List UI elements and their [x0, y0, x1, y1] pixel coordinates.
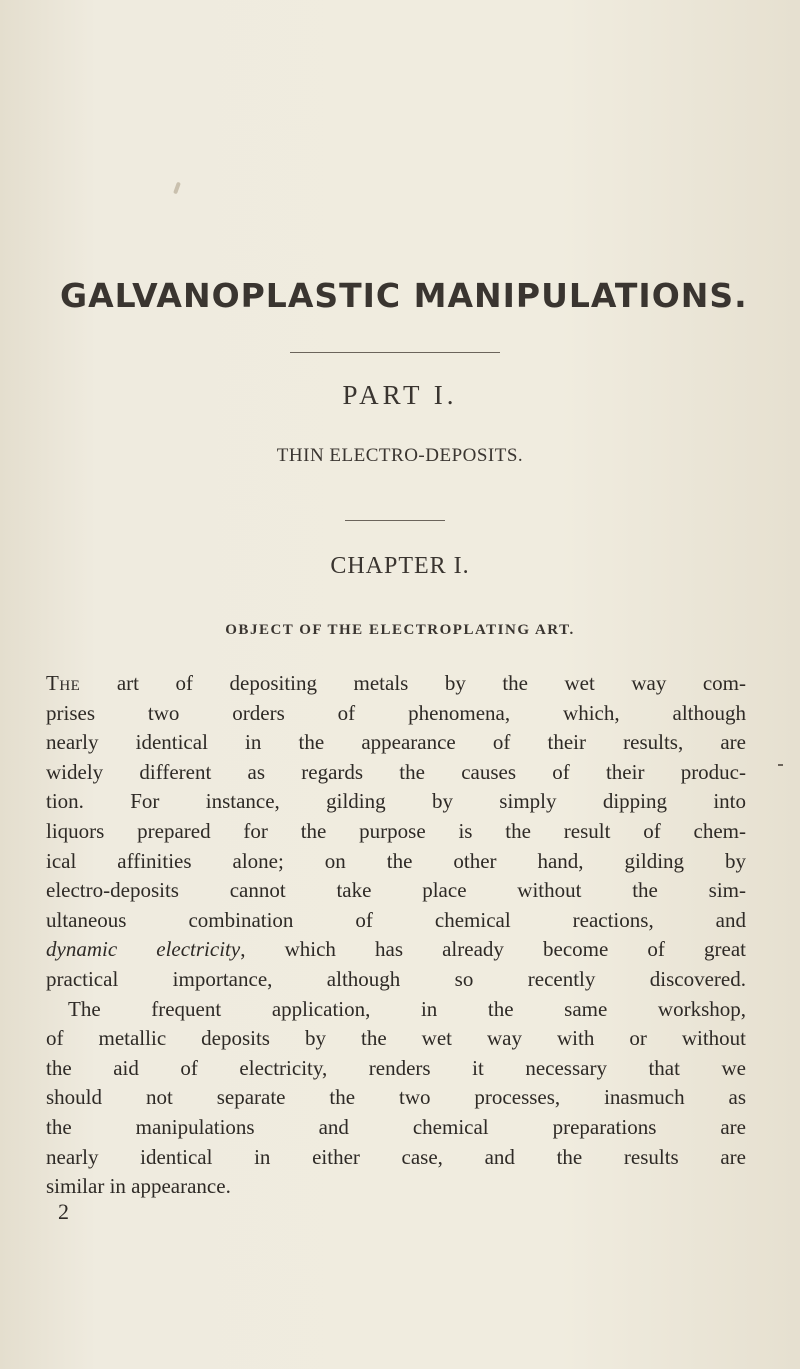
- text-fragment: art of depositing metals by the wet way com-: [80, 671, 746, 695]
- italic-term: dynamic electricity: [46, 937, 241, 962]
- text-line: should not separate the two processes, inasmuch as: [46, 1085, 746, 1110]
- text-line: similar in appearance.: [46, 1174, 231, 1199]
- text-line: the aid of electricity, renders it necessary that we: [46, 1055, 746, 1080]
- lead-word: The: [46, 671, 81, 695]
- text-line: of metallic deposits by the wet way with or without: [46, 1026, 746, 1051]
- part-divider: [345, 520, 445, 521]
- chapter-title: CHAPTER I.: [330, 553, 470, 579]
- text-line: [46, 669, 746, 699]
- ink-smudge: [173, 182, 181, 195]
- text-line: widely different as regards the causes of their produc-: [46, 759, 746, 784]
- text-line: electro-deposits cannot take place without the sim-: [46, 878, 746, 903]
- title-divider: [290, 352, 500, 353]
- body-paragraphs: [46, 669, 746, 1202]
- text-line: practical importance, although so recently discovered.: [46, 966, 746, 991]
- text-fragment: , which has already become of great: [240, 937, 746, 962]
- text-line: ical affinities alone; on the other hand, gilding by: [46, 848, 746, 873]
- book-title: GALVANOPLASTIC MANIPULATIONS.: [60, 276, 748, 315]
- text-line: ultaneous combination of chemical reactions, and: [46, 907, 746, 932]
- text-line: [46, 935, 746, 965]
- signature-mark: 2: [58, 1199, 69, 1224]
- part-title: PART I.: [342, 380, 458, 410]
- text-line: the manipulations and chemical preparations are: [46, 1114, 746, 1139]
- part-subtitle: THIN ELECTRO-DEPOSITS.: [276, 445, 524, 466]
- text-line: tion. For instance, gilding by simply dipping into: [46, 789, 746, 814]
- text-line: prises two orders of phenomena, which, although: [46, 700, 746, 725]
- text-line: nearly identical in either case, and the results are: [46, 1144, 746, 1169]
- chapter-subtitle: OBJECT OF THE ELECTROPLATING ART.: [225, 622, 575, 638]
- text-line: The frequent application, in the same workshop,: [68, 996, 746, 1021]
- text-line: liquors prepared for the purpose is the result of chem-: [46, 818, 746, 843]
- margin-mark: [778, 764, 783, 766]
- text-line: nearly identical in the appearance of their results, are: [46, 730, 746, 755]
